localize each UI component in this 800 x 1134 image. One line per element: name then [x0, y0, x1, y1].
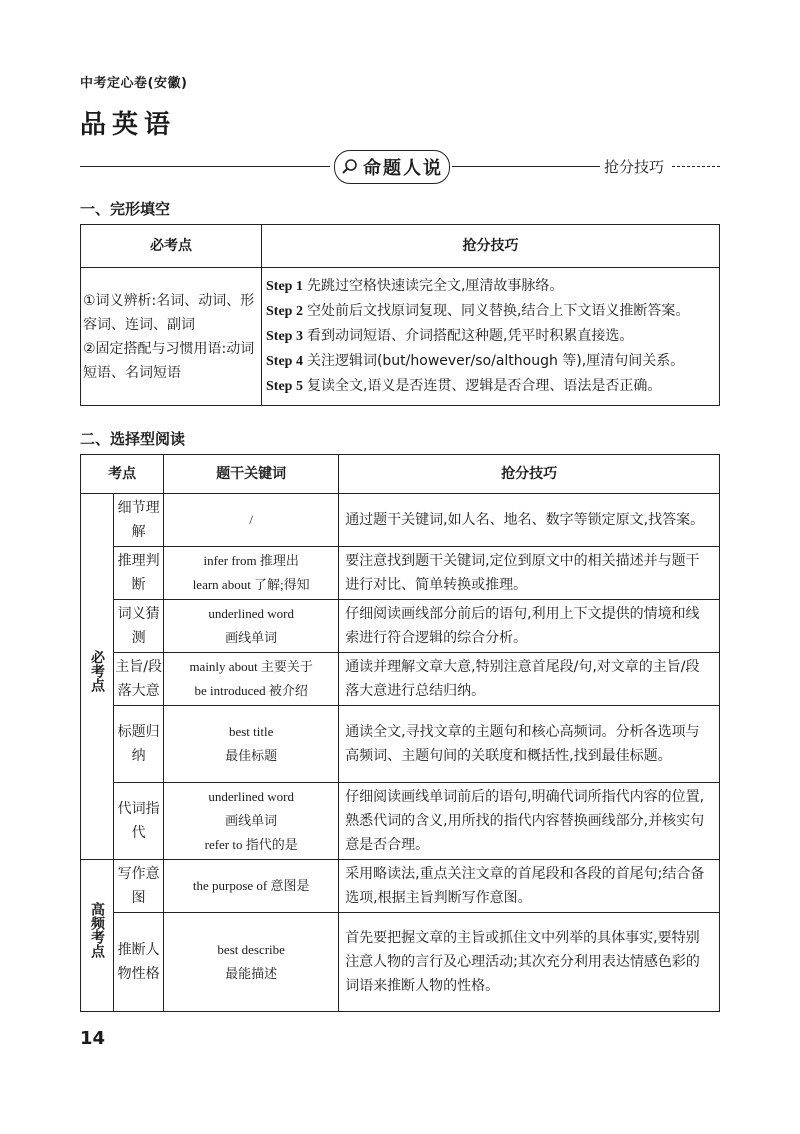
point-cell: 代词指代	[114, 783, 164, 860]
column-header: 抢分技巧	[339, 455, 720, 494]
section-heading-reading: 二、选择型阅读	[80, 430, 186, 448]
tip-cell: 通读并理解文章大意,特别注意首尾段/句,对文章的主旨/段落大意进行总结归纳。	[339, 653, 720, 706]
table-row	[81, 268, 720, 406]
column-header: 必考点	[81, 225, 262, 268]
keyword-cell: the purpose of 意图是	[164, 860, 339, 913]
point-cell: 写作意图	[114, 860, 164, 913]
banner-title-text: 命题人说	[363, 158, 443, 179]
page-number: 14	[80, 1028, 106, 1049]
table-header-row	[81, 455, 720, 494]
table-row	[81, 547, 720, 600]
key-point: ①词义辨析:名词、动词、形容词、连词、副词	[83, 292, 255, 333]
column-header: 抢分技巧	[262, 225, 720, 268]
table-row	[81, 653, 720, 706]
table-row	[81, 600, 720, 653]
tip-cell: 仔细阅读画线部分前后的语句,利用上下文提供的情境和线索进行符合逻辑的综合分析。	[339, 600, 720, 653]
reading-tips-table	[80, 454, 720, 1012]
banner-divider	[80, 166, 330, 167]
banner-title	[334, 150, 450, 184]
table-row	[81, 860, 720, 913]
table-row	[81, 494, 720, 547]
banner-divider	[452, 166, 600, 167]
step-item: Step 2 空处前后文找原词复现、同义替换,结合上下文语义推断答案。	[266, 303, 690, 319]
tip-cell: 仔细阅读画线单词前后的语句,明确代词所指代内容的位置,熟悉代词的含义,用所找的指代内容替换画线部分,并核实句意是否合理。	[339, 783, 720, 860]
keyword-cell: underlined word 画线单词	[164, 600, 339, 653]
keyword-cell: infer from 推理出 learn about 了解;得知	[164, 547, 339, 600]
steps-cell	[262, 268, 720, 406]
point-cell: 推理判断	[114, 547, 164, 600]
point-cell: 主旨/段落大意	[114, 653, 164, 706]
keyword-cell: /	[164, 494, 339, 547]
point-cell: 细节理解	[114, 494, 164, 547]
subject-title: 品英语	[80, 110, 177, 140]
step-item: Step 5 复读全文,语义是否连贯、逻辑是否合理、语法是否正确。	[266, 378, 662, 394]
banner-subtitle: 抢分技巧	[604, 158, 665, 176]
point-cell: 标题归纳	[114, 706, 164, 783]
group-label-high: 高频考点	[81, 860, 114, 1012]
table-header-row	[81, 225, 720, 268]
table-row	[81, 913, 720, 1012]
banner-divider	[672, 166, 720, 167]
table-row	[81, 783, 720, 860]
tip-cell: 通读全文,寻找文章的主题句和核心高频词。分析各选项与高频词、主题句间的关联度和概括性,找到最佳标题。	[339, 706, 720, 783]
key-point: ②固定搭配与习惯用语:动词短语、名词短语	[83, 340, 255, 381]
magnifier-icon	[341, 158, 359, 176]
point-cell: 词义猜测	[114, 600, 164, 653]
section-heading-cloze: 一、完形填空	[80, 200, 171, 218]
tip-cell: 首先要把握文章的主旨或抓住文中列举的具体事实,要特别注意人物的言行及心理活动;其次充分利用表达情感色彩的词语来推断人物的性格。	[339, 913, 720, 1012]
keyword-cell: underlined word 画线单词 refer to 指代的是	[164, 783, 339, 860]
point-cell: 推断人物性格	[114, 913, 164, 1012]
tip-cell: 通过题干关键词,如人名、地名、数字等锁定原文,找答案。	[339, 494, 720, 547]
tip-cell: 采用略读法,重点关注文章的首尾段和各段的首尾句;结合备选项,根据主旨判断写作意图。	[339, 860, 720, 913]
step-item: Step 3 看到动词短语、介词搭配这种题,凭平时积累直接选。	[266, 328, 634, 344]
group-label-must: 必考点	[81, 494, 114, 860]
keyword-cell: best describe 最能描述	[164, 913, 339, 1012]
key-points-cell	[81, 268, 262, 406]
keyword-cell: mainly about 主要关于 be introduced 被介绍	[164, 653, 339, 706]
book-title: 中考定心卷(安徽)	[80, 76, 188, 91]
column-header: 题干关键词	[164, 455, 339, 494]
step-item: Step 1 先跳过空格快速读完全文,厘清故事脉络。	[266, 278, 564, 294]
tip-cell: 要注意找到题干关键词,定位到原文中的相关描述并与题干进行对比、简单转换或推理。	[339, 547, 720, 600]
keyword-cell: best title 最佳标题	[164, 706, 339, 783]
column-header: 考点	[81, 455, 164, 494]
step-item: Step 4 关注逻辑词(but/however/so/although 等),厘清句间关系。	[266, 353, 685, 369]
table-row	[81, 706, 720, 783]
cloze-tips-table	[80, 224, 720, 406]
